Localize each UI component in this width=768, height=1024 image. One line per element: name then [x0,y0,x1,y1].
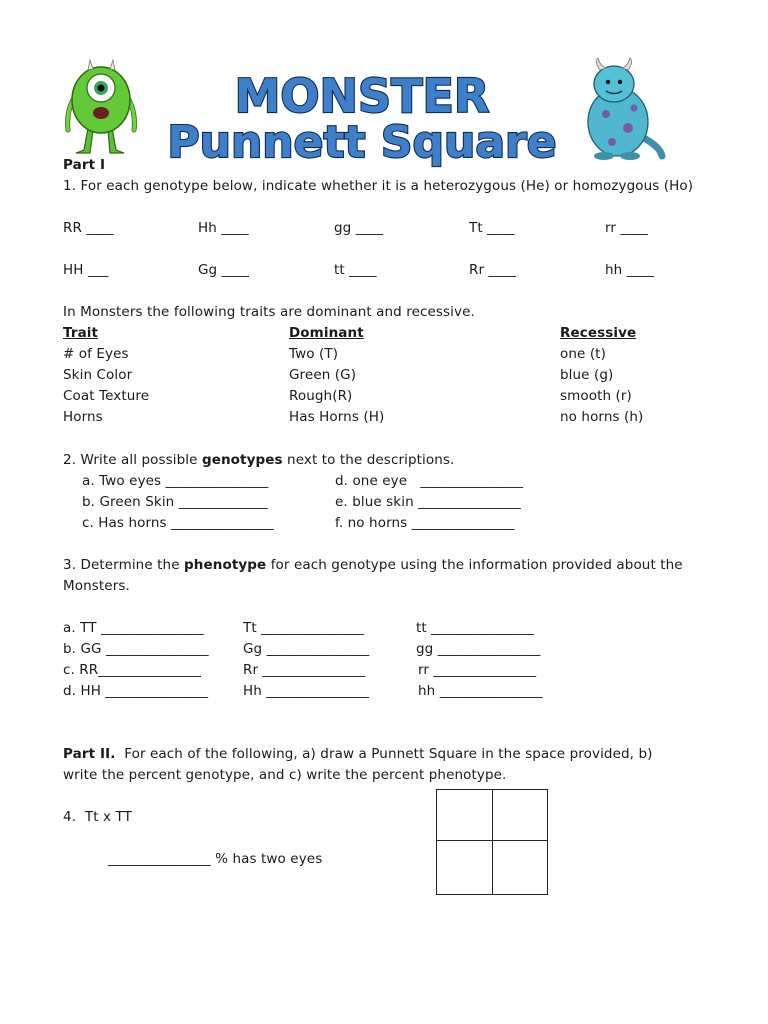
question-3-line-2: Monsters. [63,578,130,594]
q2-item: b. Green Skin _____________ [82,494,268,510]
recessive-header: Recessive [560,325,637,341]
punnett-vertical-divider [492,790,493,894]
question-3 [63,556,683,574]
q3-item: Rr _______________ [243,662,366,678]
q3-item: d. HH _______________ [63,683,209,699]
trait-recessive: one (t) [560,346,606,362]
q2-text-pre: 2. Write all possible [63,452,202,468]
trait-recessive: no horns (h) [560,409,644,425]
trait-name: Coat Texture [63,388,150,404]
q3-keyword: phenotype [184,557,267,573]
part2-instructions-line-2: write the percent genotype, and c) write the percent phenotype. [63,767,507,783]
trait-name: # of Eyes [63,346,129,362]
q3-item: Gg _______________ [243,641,370,657]
trait-dominant: Has Horns (H) [289,409,385,425]
title-image [168,62,558,170]
trait-dominant: Two (T) [289,346,339,362]
blue-monster-image [578,56,666,162]
q1-row1-item: rr ____ [605,220,648,236]
trait-name: Skin Color [63,367,133,383]
q2-item: d. one eye _______________ [335,473,524,489]
q3-item: Hh _______________ [243,683,370,699]
trait-dominant: Rough(R) [289,388,353,404]
part2-instructions [63,745,653,763]
traits-intro: In Monsters the following traits are dominant and recessive. [63,304,475,320]
title-line-1: MONSTER [234,69,490,123]
q1-row2-item: Rr ____ [469,262,516,278]
punnett-horizontal-divider [437,840,547,841]
title-line-2: Punnett Square [168,117,557,168]
q1-row2-item: tt ____ [334,262,377,278]
q2-item: c. Has horns _______________ [82,515,274,531]
punnett-square [436,789,548,895]
q1-row2-item: HH ___ [63,262,109,278]
q3-item: Tt _______________ [243,620,364,636]
q3-text-pre: 3. Determine the [63,557,184,573]
q2-text-post: next to the descriptions. [282,452,455,468]
trait-header: Trait [63,325,99,341]
q3-item: c. RR_______________ [63,662,202,678]
q3-item: a. TT _______________ [63,620,204,636]
q1-row1-item: gg ____ [334,220,384,236]
q3-item: tt _______________ [416,620,534,636]
q2-keyword: genotypes [201,452,283,468]
q2-item: a. Two eyes _______________ [82,473,269,489]
question-1: 1. For each genotype below, indicate whether it is a heterozygous (He) or homozygous (Ho) [63,178,694,194]
q1-row1-item: RR ____ [63,220,114,236]
q1-row2-item: Gg ____ [198,262,250,278]
q3-item: hh _______________ [418,683,543,699]
q3-item: rr _______________ [418,662,537,678]
trait-dominant: Green (G) [289,367,357,383]
trait-name: Horns [63,409,103,425]
question-4: 4. Tt x TT [63,809,132,825]
q2-item: e. blue skin _______________ [335,494,521,510]
question-2 [63,451,454,469]
q1-row2-item: hh ____ [605,262,655,278]
q1-row1-item: Hh ____ [198,220,249,236]
part1-heading: Part I [63,157,106,173]
trait-recessive: blue (g) [560,367,614,383]
dominant-header: Dominant [289,325,364,341]
trait-recessive: smooth (r) [560,388,632,404]
part2-heading: Part II. [63,746,116,762]
green-monster-image [62,50,142,155]
q2-item: f. no horns _______________ [335,515,515,531]
q1-row1-item: Tt ____ [469,220,515,236]
q4-answer-line: _______________ % has two eyes [108,851,323,867]
q3-text-post: for each genotype using the information provided about the [266,557,683,573]
q3-item: b. GG _______________ [63,641,209,657]
q3-item: gg _______________ [416,641,541,657]
part2-instructions-line-1: For each of the following, a) draw a Punnett Square in the space provided, b) [115,746,653,762]
